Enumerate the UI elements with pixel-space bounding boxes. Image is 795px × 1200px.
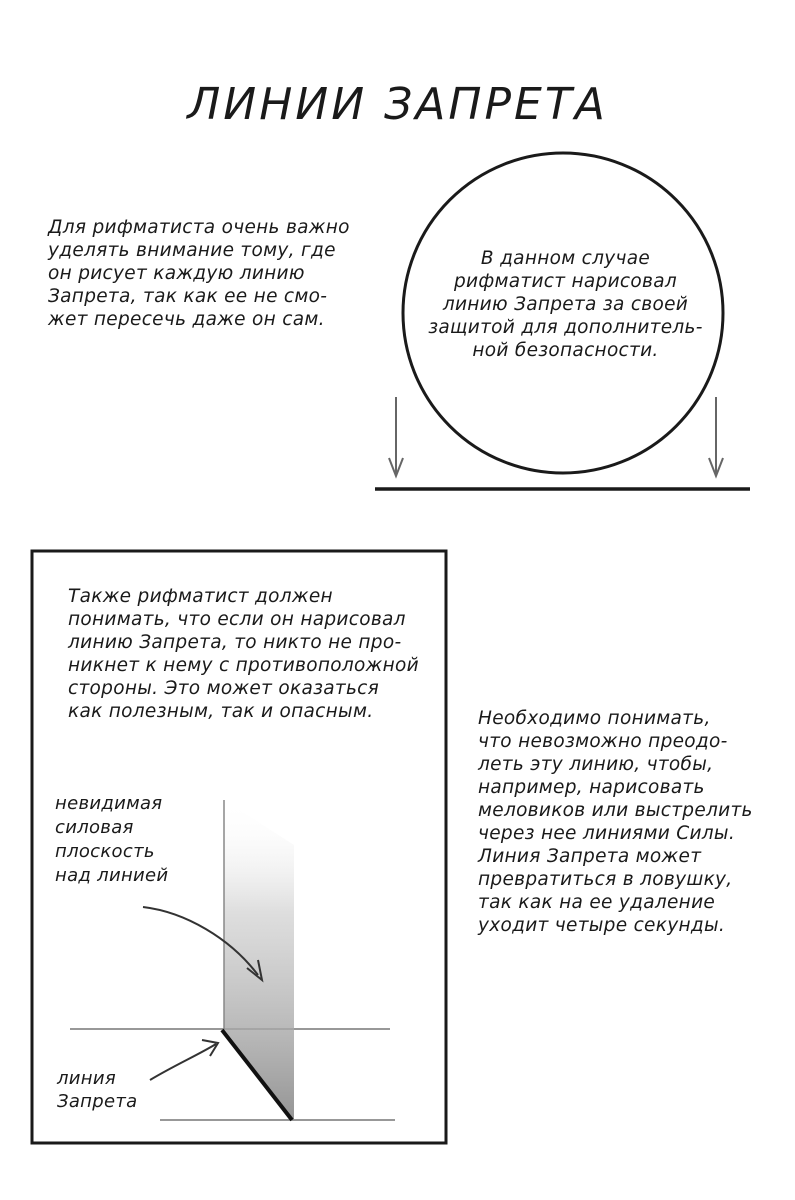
intro-paragraph: Для рифматиста очень важно уделять внимание тому, где он рисует каждую линию Запрета, так как ее не смо- жет пересечь даже он сам. (48, 217, 350, 330)
line-pointer-arrow-icon (150, 1040, 218, 1080)
box-paragraph: Также рифматист должен понимать, что если он нарисовал линию Запрета, то никто не про- никнет к нему с противоположной стороны. Это может оказаться как полезным, так и опасным. (68, 586, 419, 722)
side-paragraph: Необходимо понимать, что невозможно преодо- леть эту линию, чтобы, например, нарисовать меловиков или выстрелить через нее линиями Силы. Линия Запрета может превратиться в ловушку, так как на ее удаление уходит четыре секунды. (478, 708, 753, 936)
forbidding-line-label: линия Запрета (57, 1068, 138, 1112)
warding-circle (403, 153, 723, 473)
circle-caption: В данном случае рифматист нарисовал линию Запрета за своей защитой для дополнитель- ной безопасности. (428, 248, 703, 361)
right-arrow-icon (709, 397, 723, 476)
force-plane-diagram (70, 800, 395, 1120)
warding-circle-diagram (375, 153, 750, 489)
left-arrow-icon (389, 397, 403, 476)
force-plane-label: невидимая силовая плоскость над линией (55, 793, 169, 886)
page-title: ЛИНИИ ЗАПРЕТА (187, 79, 608, 131)
